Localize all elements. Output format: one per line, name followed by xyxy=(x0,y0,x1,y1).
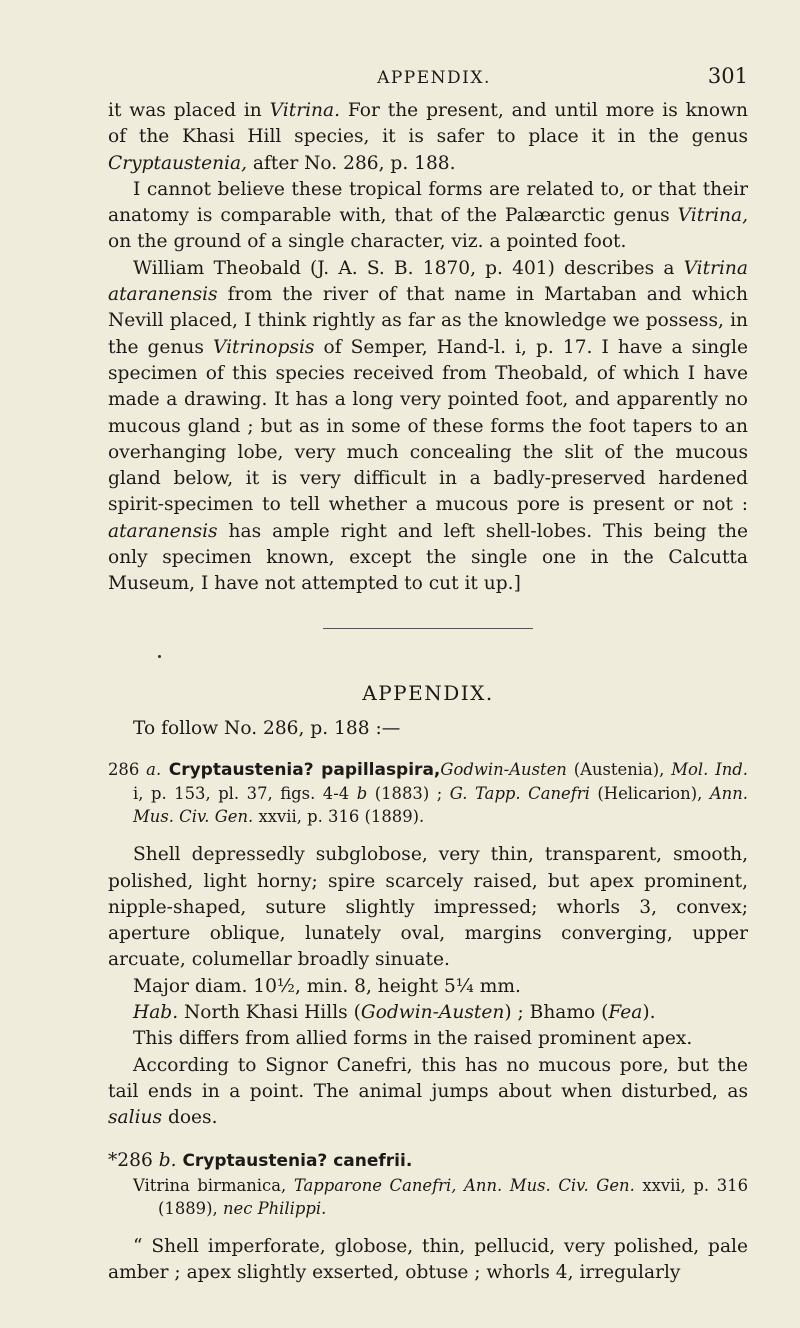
text-run: does. xyxy=(162,1107,218,1129)
entry-286a-dimensions: Major diam. 10½, min. 8, height 5¼ mm. xyxy=(133,975,521,997)
collector-name: Godwin-Austen xyxy=(360,1002,505,1024)
text-run: xxvii, p. 316 (1889). xyxy=(253,807,425,827)
page-content xyxy=(108,98,748,1286)
genus-name: Cryptaustenia, xyxy=(108,152,247,174)
entry-286b-synonymy xyxy=(108,1174,748,1220)
text-run: of Semper, Hand-l. i, p. 17. I have a single specimen of this species received from Theobald, of which I have made a drawing. It has a long very pointed foot, and apparently no mucous gland ; but as in some of these forms the foot tapers to an overhanging lobe, very much concealing the slit of the mucous gland below, it is very difficult in a badly-preserved hardened spirit-specimen to tell whether a mucous pore is present or not : xyxy=(108,336,748,516)
author-name: Godwin-Austen xyxy=(440,760,567,780)
running-head xyxy=(120,64,748,94)
text-run: Vitrina birmanica, xyxy=(133,1175,294,1195)
species-name: salius xyxy=(108,1107,163,1129)
text-run: ) ; Bhamo ( xyxy=(504,1002,609,1024)
entry-number: 286 xyxy=(108,760,147,780)
section-divider xyxy=(323,628,533,629)
text-run: (Helicarion), xyxy=(589,784,710,804)
citation: Mol. Ind. xyxy=(671,760,748,780)
species-name: ataranensis xyxy=(108,520,218,542)
continuation-paragraph-2 xyxy=(108,177,748,256)
entry-286a-note-1: This differs from allied forms in the raised prominent apex. xyxy=(133,1028,693,1050)
text-run: According to Signor Canefri, this has no mucous pore, but the tail ends in a point. The animal jumps about when disturbed, as xyxy=(108,1054,748,1102)
species-name: Cryptaustenia? papillaspira, xyxy=(161,760,441,781)
text-run: from the river of that name in Martaban and which Nevill placed, I think rightly as far as the knowledge we possess, in the genus xyxy=(108,284,748,358)
entry-286b-heading xyxy=(108,1148,748,1174)
entry-number: *286 xyxy=(108,1149,159,1171)
citation: Tapparone Canefri, Ann. Mus. Civ. Gen. xyxy=(293,1175,635,1195)
entry-286a-description: Shell depressedly subglobose, very thin, transparent, smooth, polished, light horny; spire scarcely raised, but apex prominent, nipple-shaped, suture slightly impressed; whorls 3, convex; aperture oblique, lunately oval, margins converging, upper arcuate, columellar broadly sinuate. xyxy=(108,844,748,971)
genus-name: Vitrinopsis xyxy=(212,336,315,358)
species-name: Cryptaustenia? canefrii. xyxy=(176,1150,413,1171)
text-run: b xyxy=(356,784,368,804)
entry-286b-description: “ Shell imperforate, globose, thin, pellucid, very polished, pale amber ; apex slightly exserted, obtuse ; whorls 4, irregularly xyxy=(108,1235,748,1284)
text-run: William Theobald (J. A. S. B. 1870, p. 401) describes a xyxy=(133,257,684,279)
species-name: Vitrina ataranensis xyxy=(108,257,748,306)
text-run: after No. 286, p. 188. xyxy=(247,152,456,174)
page-number: 301 xyxy=(707,64,748,88)
continuation-paragraph-1 xyxy=(108,98,748,177)
running-title: APPENDIX. xyxy=(377,68,491,88)
text-run: For the present, and until more is known of the Khasi Hill species, it is safer to place it in the genus xyxy=(108,100,748,148)
text-run: it was placed in xyxy=(108,100,270,121)
citation: nec Philippi. xyxy=(222,1198,327,1218)
text-run: North Khasi Hills ( xyxy=(178,1002,361,1024)
entry-letter: b. xyxy=(158,1149,177,1171)
text-run: I cannot believe these tropical forms are related to, or that their anatomy is comparable with, that of the Palæarctic genus xyxy=(108,178,748,227)
text-run: has ample right and left shell-lobes. This being the only specimen known, except the single one in the Calcutta Museum, I have not attempted to cut it up.] xyxy=(108,520,748,595)
text-run: on the ground of a single character, viz. a pointed foot. xyxy=(108,231,627,253)
text-run: i, p. 153, pl. 37, figs. 4-4 xyxy=(133,784,357,804)
text-run: ). xyxy=(642,1002,656,1024)
entry-286a-heading xyxy=(108,758,748,828)
citation: Ann. Mus. Civ. Gen. xyxy=(133,784,749,827)
text-run: xxvii, p. 316 (1889), xyxy=(158,1175,749,1218)
text-run: (Austenia), xyxy=(566,760,672,780)
print-speck xyxy=(158,655,161,658)
habitat-label: Hab. xyxy=(133,1002,179,1024)
appendix-reference: To follow No. 286, p. 188 :— xyxy=(133,717,401,739)
collector-name: Fea xyxy=(608,1002,643,1024)
entry-286a-habitat xyxy=(108,1000,748,1026)
citation: G. Tapp. Canefri xyxy=(449,784,590,804)
text-run: (1883) ; xyxy=(367,784,450,804)
continuation-paragraph-3 xyxy=(108,256,748,598)
entry-286a-note-2 xyxy=(108,1053,748,1132)
entry-letter: a. xyxy=(146,760,162,780)
genus-name: Vitrina, xyxy=(677,205,748,227)
appendix-heading: APPENDIX. xyxy=(362,680,494,705)
genus-name: Vitrina. xyxy=(269,100,340,121)
